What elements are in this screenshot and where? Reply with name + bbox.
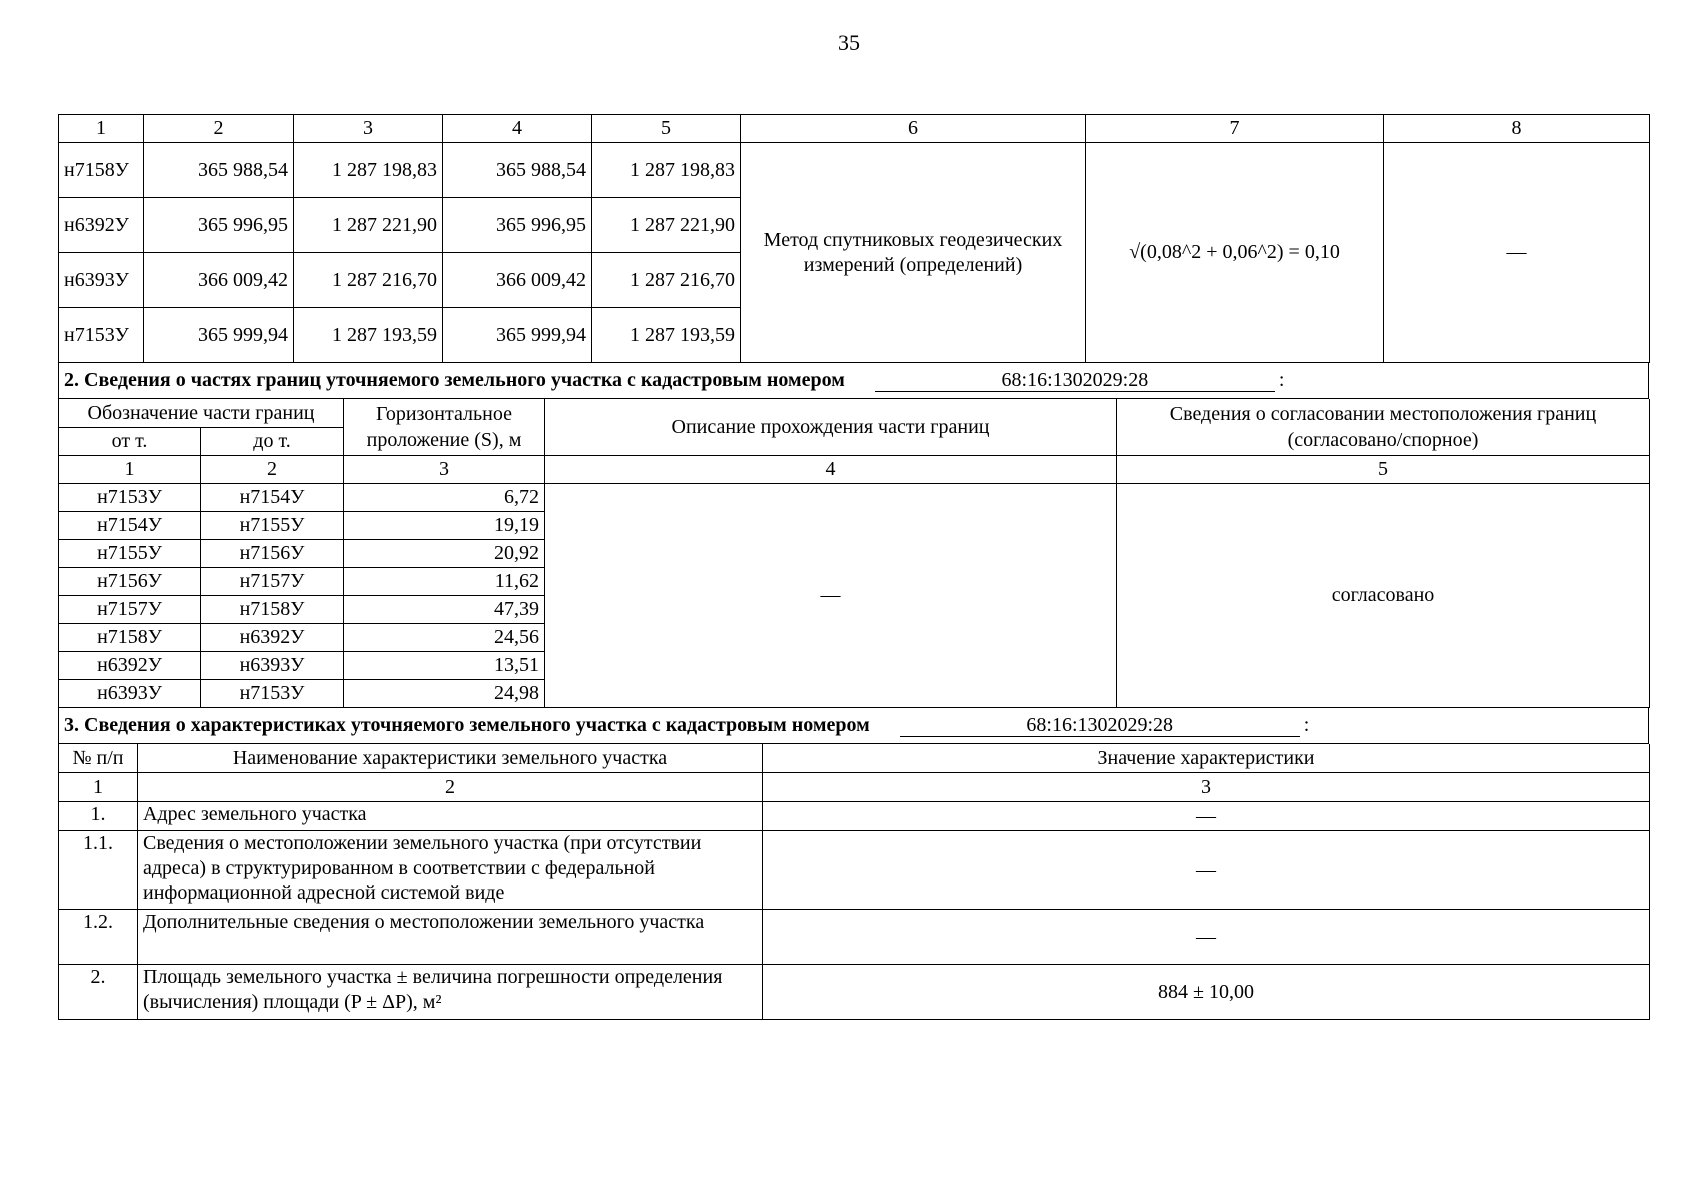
distance-value: 24,56 [344, 624, 545, 652]
section-2-title: 2. Сведения о частях границ уточняемого земельного участка с кадастровым номером [64, 369, 845, 391]
distance-value: 47,39 [344, 596, 545, 624]
table-row [59, 910, 1650, 965]
coord-y-refined: 1 287 221,90 [592, 198, 741, 253]
coord-y-existing: 1 287 221,90 [294, 198, 443, 253]
distance-value: 11,62 [344, 568, 545, 596]
column-number: 1 [59, 456, 201, 484]
characteristic-value: 884 ± 10,00 [763, 965, 1650, 1020]
to-point: н6393У [201, 652, 344, 680]
section-3-title: 3. Сведения о характеристиках уточняемого земельного участка с кадастровым номером [64, 714, 870, 736]
coord-y-refined: 1 287 216,70 [592, 253, 741, 308]
from-point: н7157У [59, 596, 201, 624]
agreement-header: Сведения о согласовании местоположения границ (согласовано/спорное) [1117, 399, 1650, 456]
row-number: 2. [59, 965, 138, 1020]
designation-header: Обозначение части границ [59, 399, 344, 428]
coord-y-refined: 1 287 193,59 [592, 308, 741, 363]
method-cell: Метод спутниковых геодезических измерений (определений) [741, 143, 1086, 363]
distance-value: 20,92 [344, 540, 545, 568]
section-3-cadastral-number: 68:16:1302029:28 [900, 714, 1300, 737]
point-name: н7153У [59, 308, 144, 363]
from-point: н7156У [59, 568, 201, 596]
column-number: 1 [59, 115, 144, 143]
section-2-colon: : [1278, 369, 1285, 391]
column-number: 3 [763, 773, 1650, 802]
to-point: н7154У [201, 484, 344, 512]
characteristic-name: Сведения о местоположении земельного участка (при отсутствии адреса) в структурированном в соответствии с федеральной информационной адресной системой виде [138, 831, 763, 910]
characteristics-table [58, 744, 1650, 1020]
coord-y-refined: 1 287 198,83 [592, 143, 741, 198]
to-point: н7157У [201, 568, 344, 596]
section-3-colon: : [1303, 714, 1310, 736]
coord-x-refined: 366 009,42 [443, 253, 592, 308]
from-point: н7155У [59, 540, 201, 568]
column-number: 2 [201, 456, 344, 484]
coord-y-existing: 1 287 198,83 [294, 143, 443, 198]
column-number: 6 [741, 115, 1086, 143]
column-number: 3 [294, 115, 443, 143]
point-name: н6392У [59, 198, 144, 253]
section-3-heading [58, 708, 1649, 744]
column-number: 5 [1117, 456, 1650, 484]
description-value: — [545, 484, 1117, 708]
to-point: н7155У [201, 512, 344, 540]
boundary-column-numbers-row [59, 456, 1650, 484]
characteristic-name: Дополнительные сведения о местоположении земельного участка [138, 910, 763, 965]
boundary-parts-table [58, 399, 1650, 708]
num-header: № п/п [59, 744, 138, 773]
table-row [59, 143, 1650, 198]
column-number: 2 [138, 773, 763, 802]
section-2-title-cell [59, 363, 1649, 399]
point-name: н6393У [59, 253, 144, 308]
coord-x-refined: 365 988,54 [443, 143, 592, 198]
row-number: 1.2. [59, 910, 138, 965]
table-row [59, 965, 1650, 1020]
characteristic-value: — [763, 802, 1650, 831]
coord-x-existing: 365 988,54 [144, 143, 294, 198]
distance-value: 19,19 [344, 512, 545, 540]
section-3-title-cell [59, 708, 1649, 744]
column-number: 4 [443, 115, 592, 143]
from-point: н6392У [59, 652, 201, 680]
section-2-heading [58, 363, 1649, 399]
coord-x-existing: 366 009,42 [144, 253, 294, 308]
from-point: н6393У [59, 680, 201, 708]
row-number: 1.1. [59, 831, 138, 910]
row-number: 1. [59, 802, 138, 831]
column-number: 3 [344, 456, 545, 484]
distance-value: 24,98 [344, 680, 545, 708]
coordinates-header-row [59, 115, 1650, 143]
from-point-header: от т. [59, 428, 201, 456]
document-sheet [58, 114, 1649, 1020]
coord-y-existing: 1 287 216,70 [294, 253, 443, 308]
to-point: н6392У [201, 624, 344, 652]
column-number: 8 [1384, 115, 1650, 143]
from-point: н7153У [59, 484, 201, 512]
to-point: н7153У [201, 680, 344, 708]
to-point: н7158У [201, 596, 344, 624]
column-number: 5 [592, 115, 741, 143]
agreement-value: согласовано [1117, 484, 1650, 708]
table-row [59, 802, 1650, 831]
section-2-cadastral-number: 68:16:1302029:28 [875, 369, 1275, 392]
coord-x-refined: 365 999,94 [443, 308, 592, 363]
coord-x-existing: 365 999,94 [144, 308, 294, 363]
from-point: н7154У [59, 512, 201, 540]
distance-header: Горизонтальное проложение (S), м [344, 399, 545, 456]
accuracy-cell: √(0,08^2 + 0,06^2) = 0,10 [1086, 143, 1384, 363]
characteristics-header-row [59, 744, 1650, 773]
characteristic-name: Адрес земельного участка [138, 802, 763, 831]
column-number: 7 [1086, 115, 1384, 143]
boundary-header-row [59, 399, 1650, 428]
characteristic-value: — [763, 831, 1650, 910]
page-number: 35 [838, 30, 860, 55]
column-number: 1 [59, 773, 138, 802]
from-point: н7158У [59, 624, 201, 652]
table-row [59, 831, 1650, 910]
coord-x-refined: 365 996,95 [443, 198, 592, 253]
column-8-cell: — [1384, 143, 1650, 363]
distance-value: 6,72 [344, 484, 545, 512]
table-row [59, 484, 1650, 512]
characteristic-name: Площадь земельного участка ± величина погрешности определения (вычисления) площади (P ± ΔP), м² [138, 965, 763, 1020]
point-name: н7158У [59, 143, 144, 198]
characteristics-column-numbers-row [59, 773, 1650, 802]
distance-value: 13,51 [344, 652, 545, 680]
name-header: Наименование характеристики земельного участка [138, 744, 763, 773]
to-point: н7156У [201, 540, 344, 568]
description-header: Описание прохождения части границ [545, 399, 1117, 456]
to-point-header: до т. [201, 428, 344, 456]
characteristic-value: — [763, 910, 1650, 965]
coord-x-existing: 365 996,95 [144, 198, 294, 253]
value-header: Значение характеристики [763, 744, 1650, 773]
coord-y-existing: 1 287 193,59 [294, 308, 443, 363]
column-number: 4 [545, 456, 1117, 484]
coordinates-table [58, 114, 1650, 363]
column-number: 2 [144, 115, 294, 143]
